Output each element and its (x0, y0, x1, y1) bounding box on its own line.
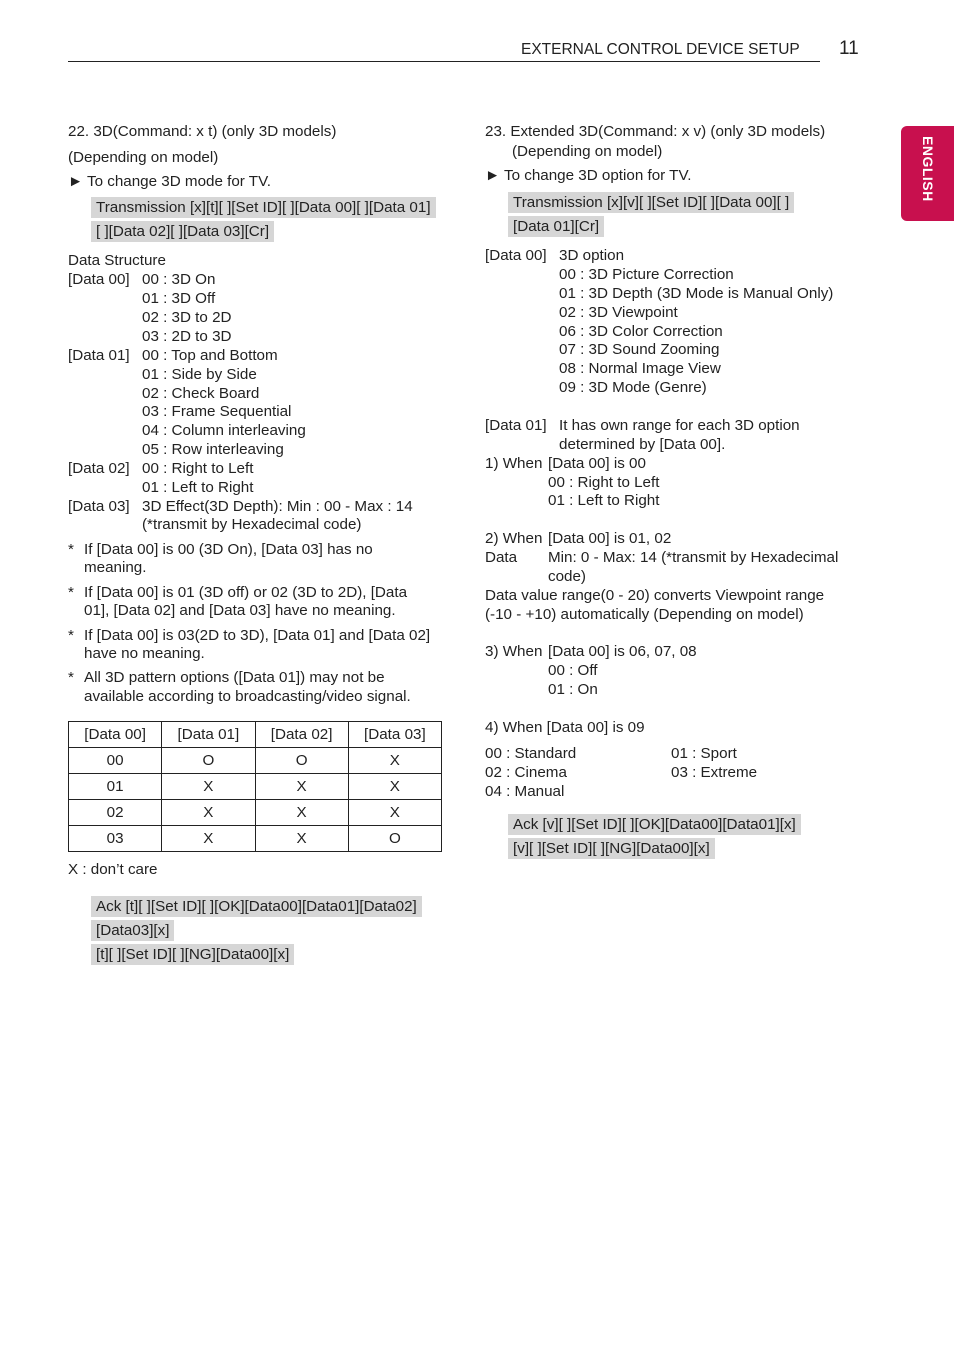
when-note: Data value range(0 - 20) converts Viewpoint range (485, 587, 825, 604)
when-value: 01 : On (548, 681, 598, 698)
data-label: [Data 00] (485, 247, 547, 264)
right-section-title: 23. Extended 3D(Command: x v) (only 3D models) (485, 123, 826, 140)
data-value: determined by [Data 00]. (559, 436, 726, 453)
left-ack-line: Ack [t][ ][Set ID][ ][OK][Data00][Data01][Data02] (91, 896, 422, 917)
note-text: If [Data 00] is 03(2D to 3D), [Data 01] and [Data 02] (84, 627, 431, 644)
data-value: 00 : Top and Bottom (142, 347, 278, 364)
header-rule (68, 61, 820, 62)
when-condition: [Data 00] is 01, 02 (548, 530, 672, 547)
when-note: (-10 - +10) automatically (Depending on model) (485, 606, 804, 623)
note-text: 01], [Data 02] and [Data 03] have no meaning. (84, 602, 396, 619)
data-value: 01 : 3D Off (142, 290, 216, 307)
option-table (68, 721, 442, 852)
data-label: Data (485, 549, 518, 566)
table-note: X : don’t care (68, 861, 158, 878)
left-ack-line: [t][ ][Set ID][ ][NG][Data00][x] (91, 944, 294, 965)
right-bullet: ► To change 3D option for TV. (485, 167, 692, 184)
note-star: * (68, 669, 74, 686)
data-value: 07 : 3D Sound Zooming (559, 341, 720, 358)
data-value: It has own range for each 3D option (559, 417, 800, 434)
data-value: 00 : 3D On (142, 271, 216, 288)
table-cell: 01 (69, 774, 162, 800)
table-header-row (69, 722, 442, 748)
data-label: [Data 00] (68, 271, 130, 288)
right-ack-line: Ack [v][ ][Set ID][ ][OK][Data00][Data01][x] (508, 814, 801, 835)
table-cell: O (348, 826, 441, 852)
left-bullet: ► To change 3D mode for TV. (68, 173, 272, 190)
table-cell: X (255, 774, 348, 800)
data-value: 05 : Row interleaving (142, 441, 284, 458)
when-label: 2) When (485, 530, 543, 547)
table-cell: O (255, 748, 348, 774)
when-value: Min: 0 - Max: 14 (*transmit by Hexadecimal (548, 549, 839, 566)
note-text: available according to broadcasting/video signal. (84, 688, 411, 705)
left-transmission-line: Transmission [x][t][ ][Set ID][ ][Data 00][ ][Data 01] (91, 197, 436, 218)
data-value: 03 : Frame Sequential (142, 403, 292, 420)
data-value: 3D option (559, 247, 625, 264)
table-header-cell: [Data 03] (348, 722, 441, 748)
table-cell: O (162, 748, 255, 774)
right-transmission-line: Transmission [x][v][ ][Set ID][ ][Data 00][ ] (508, 192, 794, 213)
data-value: 08 : Normal Image View (559, 360, 721, 377)
note-text: If [Data 00] is 01 (3D off) or 02 (3D to 2D), [Data (84, 584, 408, 601)
when-value: 01 : Left to Right (548, 492, 660, 509)
genre-option: 00 : Standard (485, 745, 577, 762)
table-header-cell: [Data 00] (69, 722, 162, 748)
page-number: 11 (839, 38, 859, 59)
data-value: 00 : Right to Left (142, 460, 254, 477)
table-cell: X (162, 826, 255, 852)
data-value: (*transmit by Hexadecimal code) (142, 516, 362, 533)
data-value: 04 : Column interleaving (142, 422, 306, 439)
when-value: 00 : Right to Left (548, 474, 660, 491)
table-row (69, 826, 442, 852)
data-label: [Data 03] (68, 498, 130, 515)
when-value: 00 : Off (548, 662, 598, 679)
data-label: [Data 01] (68, 347, 130, 364)
data-value: 03 : 2D to 3D (142, 328, 232, 345)
when-condition: [Data 00] is 00 (548, 455, 646, 472)
when-condition: 4) When [Data 00] is 09 (485, 719, 645, 736)
table-cell: X (162, 774, 255, 800)
note-text: If [Data 00] is 00 (3D On), [Data 03] has no (84, 541, 373, 558)
language-tab (901, 126, 954, 221)
data-value: 02 : 3D to 2D (142, 309, 232, 326)
data-value: 01 : Side by Side (142, 366, 257, 383)
table-cell: X (348, 748, 441, 774)
left-section-title: 22. 3D(Command: x t) (only 3D models) (68, 123, 337, 140)
language-tab-label: ENGLISH (920, 136, 936, 202)
table-cell: 03 (69, 826, 162, 852)
table-row (69, 748, 442, 774)
note-star: * (68, 627, 74, 644)
data-value: 06 : 3D Color Correction (559, 323, 723, 340)
left-section-subtitle: (Depending on model) (68, 149, 219, 166)
table-cell: X (348, 774, 441, 800)
data-value: 00 : 3D Picture Correction (559, 266, 734, 283)
table-cell: X (348, 800, 441, 826)
data-value: 3D Effect(3D Depth): Min : 00 - Max : 14 (142, 498, 413, 515)
right-section-subtitle: (Depending on model) (512, 143, 663, 160)
data-value: 02 : Check Board (142, 385, 260, 402)
data-value: 02 : 3D Viewpoint (559, 304, 678, 321)
note-text: All 3D pattern options ([Data 01]) may not be (84, 669, 385, 686)
data-value: 01 : 3D Depth (3D Mode is Manual Only) (559, 285, 834, 302)
note-star: * (68, 541, 74, 558)
section-title: EXTERNAL CONTROL DEVICE SETUP (521, 41, 800, 58)
table-cell: X (162, 800, 255, 826)
note-text: have no meaning. (84, 645, 205, 662)
table-row (69, 800, 442, 826)
when-label: 1) When (485, 455, 543, 472)
when-condition: [Data 00] is 06, 07, 08 (548, 643, 697, 660)
when-value: code) (548, 568, 586, 585)
data-value: 01 : Left to Right (142, 479, 254, 496)
genre-option: 01 : Sport (671, 745, 737, 762)
data-label: [Data 02] (68, 460, 130, 477)
table-cell: X (255, 800, 348, 826)
note-text: meaning. (84, 559, 147, 576)
table-row (69, 774, 442, 800)
right-transmission-line: [Data 01][Cr] (508, 216, 604, 237)
when-label: 3) When (485, 643, 543, 660)
data-label: [Data 01] (485, 417, 547, 434)
note-star: * (68, 584, 74, 601)
left-ack-line: [Data03][x] (91, 920, 174, 941)
table-cell: 00 (69, 748, 162, 774)
table-header-cell: [Data 01] (162, 722, 255, 748)
genre-option: 03 : Extreme (671, 764, 758, 781)
genre-option: 04 : Manual (485, 783, 565, 800)
data-value: 09 : 3D Mode (Genre) (559, 379, 707, 396)
data-structure-label: Data Structure (68, 252, 166, 269)
genre-option: 02 : Cinema (485, 764, 567, 781)
table-header-cell: [Data 02] (255, 722, 348, 748)
table-cell: 02 (69, 800, 162, 826)
table-cell: X (255, 826, 348, 852)
left-transmission-line: [ ][Data 02][ ][Data 03][Cr] (91, 221, 274, 242)
right-ack-line: [v][ ][Set ID][ ][NG][Data00][x] (508, 838, 715, 859)
